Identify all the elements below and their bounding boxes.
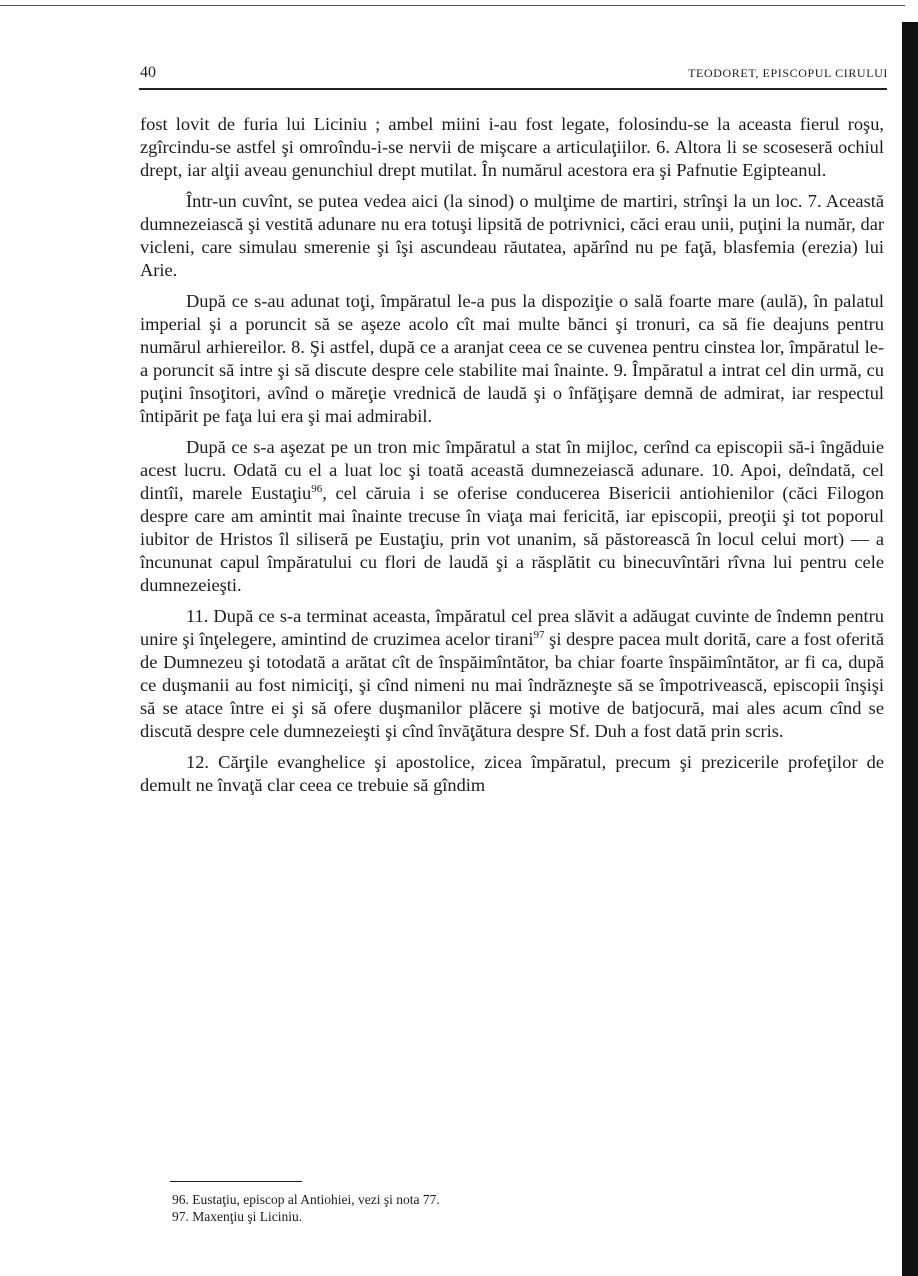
scan-edge-shadow bbox=[902, 22, 918, 1276]
paragraph-4 bbox=[140, 436, 884, 597]
header-rule bbox=[139, 88, 887, 90]
paragraph-5 bbox=[140, 605, 884, 743]
paragraph-4-text-a: După ce s-a aşezat pe un tron mic împăratul a stat în mijloc, cerînd ca episcopii să-i îngăduie acest lucru. Odată cu el a luat loc şi toată această dumnezeiască adunare. 10. Apoi, deîndată, cel dintîi, marele Eustaţiu bbox=[140, 437, 884, 503]
running-head: TEODORET, EPISCOPUL CIRULUI bbox=[688, 66, 888, 80]
scan-top-rule bbox=[0, 5, 905, 6]
paragraph-5-text-b: şi despre pacea mult dorită, care a fost oferită de Dumnezeu şi totodată a arătat cît de înspăimîntător, ba chiar foarte înspăimîntător, ar fi ca, după ce duşmanii au fost nimiciţi, şi cînd nimeni nu mai îndrăzneşte să se împotrivească, episcopii înşişi să se atace între ei şi să ofere duşmanilor plăcere şi motive de batjocură, mai ales acum cînd se discută despre cele dumnezeieşti şi cînd învăţătura despre Sf. Duh a fost dată prin scris. bbox=[140, 629, 884, 741]
paragraph-6: 12. Cărţile evanghelice şi apostolice, zicea împăratul, precum şi prezicerile profeţilor de demult ne învaţă clar ceea ce trebuie să gîndim bbox=[140, 752, 884, 795]
paragraph-3: După ce s-au adunat toţi, împăratul le-a pus la dispoziţie o sală foarte mare (aulă), în palatul imperial şi a poruncit să se aşeze acolo cît mai multe bănci şi tronuri, ca să fie deajuns pentru numărul arhiereilor. 8. Şi astfel, după ce a aranjat ceea ce se cuvenea pentru cinstea lor, împăratul le-a poruncit să intre şi să discute despre cele stabilite mai înainte. 9. Împăratul a intrat cel din urmă, cu puţini însoţitori, avînd o măreţie vrednică de laudă şi o înfăţişare demnă de admirat, iar respectul întipărit pe faţa lui era şi mai admirabil. bbox=[140, 291, 884, 426]
footnotes bbox=[172, 1191, 440, 1225]
body-text bbox=[140, 113, 884, 805]
paragraph-1: fost lovit de furia lui Liciniu ; ambel miini i-au fost legate, folosindu-se la aceasta fierul roşu, zgîrcindu-se astfel şi omroîndu-i-se nervii de mişcare a articulaţiilor. 6. Altora li se scoseseră ochiul drept, iar alţii aveau genunchiul drept mutilat. În numărul acestora era şi Pafnutie Egipteanul. bbox=[140, 114, 884, 180]
footnote-ref-96: 96 bbox=[311, 482, 323, 495]
page-number: 40 bbox=[140, 64, 156, 81]
paragraph-5-text-a: 11. După ce s-a terminat aceasta, împăratul cel prea slăvit a adăugat cuvinte de îndemn pentru unire şi înţelegere, amintind de cruzimea acelor tirani bbox=[140, 606, 884, 649]
paragraph-2: Într-un cuvînt, se putea vedea aici (la sinod) o mulţime de martiri, strînşi la un loc. 7. Această dumnezeiască şi vestită adunare nu era totuşi lipsită de potrivnici, căci erau unii, puţini la număr, dar vicleni, care simulau smerenie şi îşi ascundeau răutatea, apărînd nu pe faţă, blasfemia (erezia) lui Arie. bbox=[140, 191, 884, 280]
footnote-97: 97. Maxenţiu şi Liciniu. bbox=[172, 1209, 303, 1224]
paragraph-4-text-b: , cel căruia i se oferise conducerea Bisericii antiohienilor (căci Filogon despre care am amintit mai înainte trecuse în viaţa mai fericită, iar episcopii, preoţii şi tot poporul iubitor de Hristos îl siliseră pe Eustaţiu, prin vot unanim, să păstorească în locul celui mort) — a încununat capul împăratului cu flori de laudă şi a răsplătit cu binecuvîntări rîvna lui pentru cele dumnezeieşti. bbox=[140, 483, 885, 595]
footnote-ref-97: 97 bbox=[533, 628, 545, 641]
footnote-96: 96. Eustaţiu, episcop al Antiohiei, vezi şi nota 77. bbox=[172, 1192, 440, 1207]
footnote-rule bbox=[170, 1181, 302, 1182]
